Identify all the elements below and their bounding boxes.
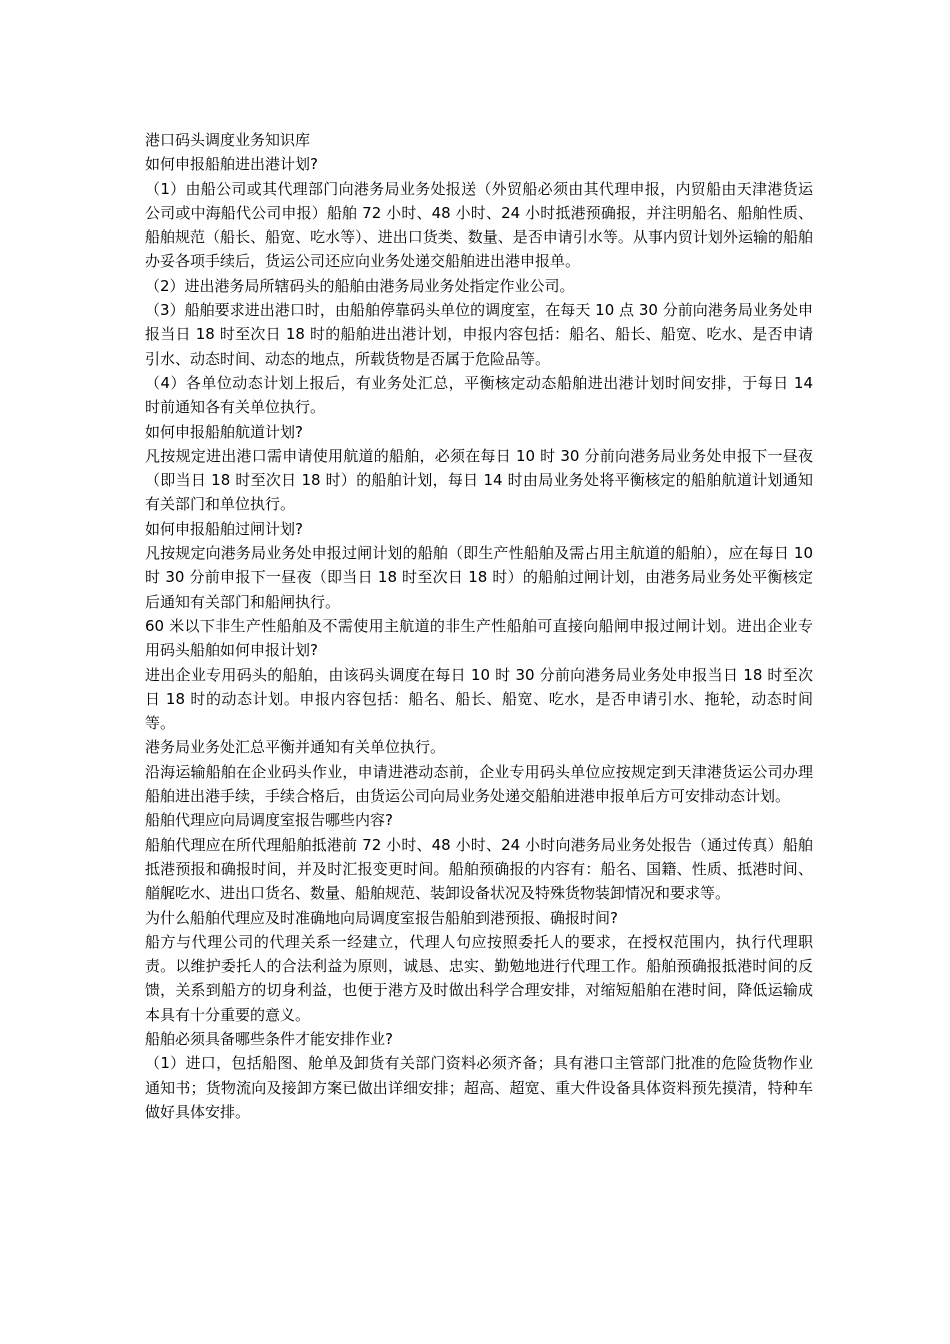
question-heading: 如何申报船舶进出港计划? [145,155,318,174]
question-heading: 为什么船舶代理应及时准确地向局调度室报告船舶到港预报、确报时间? [145,908,618,927]
body-paragraph: 船方与代理公司的代理关系一经建立，代理人句应按照委托人的要求，在授权范围内，执行代理职责。以维护委托人的合法利益为原则，诚恳、忠实、勤勉地进行代理工作。船舶预确报抵港时间的反馈，关系到船方的切身利益，也便于港方及时做出科学合理安排，对缩短船舶在港时间，降低运输成本具有十分重要的意义。 [145,932,813,1024]
question-heading: 如何申报船舶过闸计划? [145,519,303,538]
body-paragraph: 凡按规定进出港口需申请使用航道的船舶，必须在每日 10 时 30 分前向港务局业务处申报下一昼夜（即当日 18 时至次日 18 时）的船舶计划，每日 14 时由局业务处将平衡核定的船舶航道计划通知有关部门和单位执行。 [145,446,813,514]
document-body [145,128,813,1124]
body-paragraph: （2）进出港务局所辖码头的船舶由港务局业务处指定作业公司。 [145,276,575,295]
question-heading: 船舶代理应向局调度室报告哪些内容? [145,811,393,830]
body-paragraph: 船舶代理应在所代理船舶抵港前 72 小时、48 小时、24 小时向港务局业务处报告（通过传真）船舶抵港预报和确报时间，并及时汇报变更时间。船舶预确报的内容有：船名、国籍、性质、抵港时间、艏艉吃水、进出口货名、数量、船舶规范、装卸设备状况及特殊货物装卸情况和要求等。 [145,835,813,903]
body-paragraph: （1）由船公司或其代理部门向港务局业务处报送（外贸船必须由其代理申报，内贸船由天津港货运公司或中海船代公司申报）船舶 72 小时、48 小时、24 小时抵港预确报，并注明船名、船舶性质、船舶规范（船长、船宽、吃水等）、进出口货类、数量、是否申请引水等。从事内贸计划外运输的船舶办妥各项手续后，货运公司还应向业务处递交船舶进出港申报单。 [145,179,813,271]
body-paragraph: （1）进口，包括船图、舱单及卸货有关部门资料必须齐备；具有港口主管部门批准的危险货物作业通知书；货物流向及接卸方案已做出详细安排；超高、超宽、重大件设备具体资料预先摸清，特种车做好具体安排。 [145,1054,813,1121]
body-paragraph: （4）各单位动态计划上报后，有业务处汇总，平衡核定动态船舶进出港计划时间安排，于每日 14 时前通知各有关单位执行。 [145,373,813,417]
document-title: 港口码头调度业务知识库 [145,131,311,149]
question-heading: 如何申报船舶航道计划? [145,422,303,441]
body-paragraph: 进出企业专用码头的船舶，由该码头调度在每日 10 时 30 分前向港务局业务处申报当日 18 时至次日 18 时的动态计划。申报内容包括：船名、船长、船宽、吃水，是否申请引水、拖轮，动态时间等。 [145,665,813,733]
body-paragraph: 港务局业务处汇总平衡并通知有关单位执行。 [145,738,446,757]
body-paragraph: 60 米以下非生产性船舶及不需使用主航道的非生产性船舶可直接向船闸申报过闸计划。进出企业专用码头船舶如何申报计划? [145,616,813,660]
question-heading: 船舶必须具备哪些条件才能安排作业? [145,1029,393,1048]
body-paragraph: （3）船舶要求进出港口时，由船舶停靠码头单位的调度室，在每天 10 点 30 分前向港务局业务处申报当日 18 时至次日 18 时的船舶进出港计划，申报内容包括：船名、船长、船宽、吃水、是否申请引水、动态时间、动态的地点，所载货物是否属于危险品等。 [145,301,813,368]
body-paragraph: 沿海运输船舶在企业码头作业，申请进港动态前，企业专用码头单位应按规定到天津港货运公司办理船舶进出港手续，手续合格后，由货运公司向局业务处递交船舶进港申报单后方可安排动态计划。 [145,762,813,806]
body-paragraph: 凡按规定向港务局业务处申报过闸计划的船舶（即生产性船舶及需占用主航道的船舶），应在每日 10 时 30 分前申报下一昼夜（即当日 18 时至次日 18 时）的船舶过闸计划，由港务局业务处平衡核定后通知有关部门和船闸执行。 [145,544,813,611]
